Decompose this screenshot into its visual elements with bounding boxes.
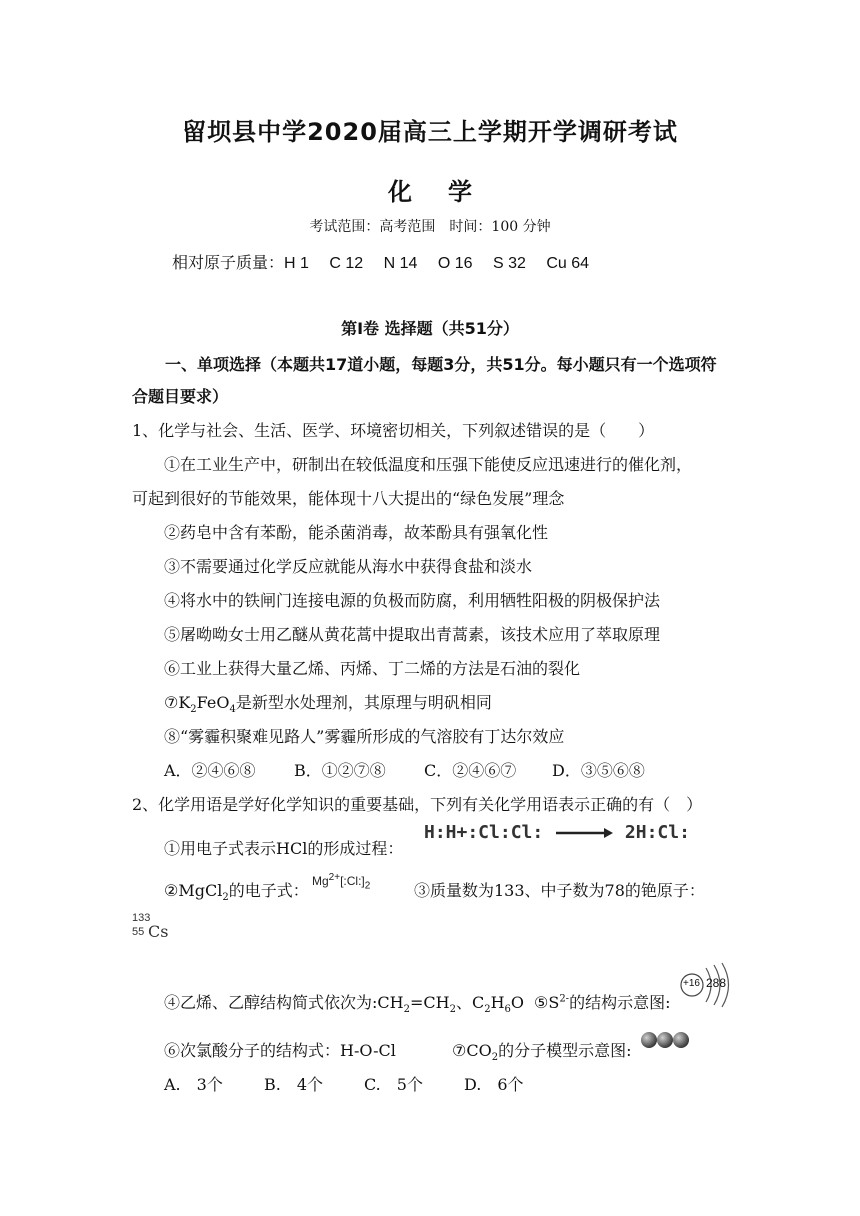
q2-option-c[interactable]: C. 5个 (364, 1075, 423, 1094)
q1-item-4: ④将水中的铁闸门连接电源的负极而防腐，利用牺牲阳极的阴极保护法 (164, 591, 661, 610)
mgcl2-electron-formula (312, 872, 370, 891)
cs-atomic-number: 55 (132, 926, 145, 938)
q2-item-5-sup: 2- (559, 993, 570, 1005)
q2-item-4-s2: 2 (449, 1004, 456, 1016)
section-title: 第Ⅰ卷 选择题（共51分） (341, 319, 519, 338)
cs-symbol: Cs (148, 922, 169, 941)
q2-option-a[interactable]: A. 3个 (164, 1075, 223, 1094)
hcl-formula-right: 2H:Cl: (624, 822, 690, 843)
q1-item-7-k: ⑦K (164, 693, 191, 712)
q2-item-4-e: O (510, 993, 525, 1012)
q2-item-4-b: =CH (409, 993, 450, 1012)
q1-item-1a: ①在工业生产中，研制出在较低温度和压强下能使反应迅速进行的催化剂， (164, 455, 693, 474)
q2-item-1-text: ①用电子式表示HCl的形成过程： (164, 839, 404, 858)
q1-item-7 (164, 690, 492, 715)
q2-option-b[interactable]: B. 4个 (264, 1075, 324, 1094)
q2-item-1 (164, 836, 403, 859)
q1-option-c[interactable]: C．②④⑥⑦ (424, 761, 517, 780)
q1-item-1b: 可起到很好的节能效果，能体现十八大提出的“绿色发展”理念 (132, 489, 565, 508)
s-nucleus-charge: +16 (683, 978, 700, 989)
q2-item-2 (164, 878, 309, 903)
q2-item-7-text: 的分子模型示意图: (498, 1041, 632, 1060)
q2-item-4-d: H (490, 993, 505, 1012)
q2-item-4-s4: 6 (504, 1004, 511, 1016)
q2-item-7-co: ⑦CO (452, 1041, 492, 1060)
part-heading-line1: 一、单项选择（本题共17道小题，每题3分，共51分。每小题只有一个选项符 (165, 355, 717, 374)
q1-option-a[interactable]: A．②④⑥⑧ (164, 761, 256, 780)
q2-item-3: ③质量数为133、中子数为78的铯原子： (414, 881, 705, 900)
q2-item-2-sub: 2 (222, 892, 229, 904)
q1-option-b[interactable]: B．①②⑦⑧ (294, 761, 386, 780)
q2-item-5 (534, 990, 670, 1013)
co2-model-icon (640, 1030, 690, 1050)
q2-item-2-mgcl: ②MgCl (164, 881, 223, 900)
q1-item-7-text: 是新型水处理剂，其原理与明矾相同 (235, 693, 492, 712)
hcl-formation-formula (424, 822, 690, 843)
q1-item-8: ⑧“雾霾积聚难见路人”雾霾所形成的气溶胶有丁达尔效应 (164, 727, 565, 746)
q1-option-d[interactable]: D．③⑤⑥⑧ (552, 761, 645, 780)
q2-item-4-s1: 2 (403, 1004, 410, 1016)
q2-item-2-text: 的电子式： (228, 881, 309, 900)
q2-item-4 (164, 990, 524, 1015)
exam-range: 考试范围：高考范围 时间：100 分钟 (309, 219, 551, 235)
arrow-icon (554, 826, 614, 840)
q2-item-7-sub: 2 (491, 1052, 499, 1064)
q1-item-7-feo: FeO (196, 693, 230, 712)
q1-item-3: ③不需要通过化学反应就能从海水中获得食盐和淡水 (164, 557, 533, 576)
atomic-label: 相对原子质量： (172, 253, 285, 272)
q1-item-7-sub1: 2 (190, 704, 197, 716)
mg-symbol: Mg (312, 874, 329, 888)
cs-mass-number: 133 (132, 912, 151, 924)
q1-options (164, 758, 704, 780)
q2-item-4-s3: 2 (484, 1004, 491, 1016)
question-1-stem: 1、化学与社会、生活、医学、环境密切相关，下列叙述错误的是（ ） (132, 421, 655, 440)
atomic-values: H 1 C 12 N 14 O 16 S 32 Cu 64 (284, 255, 590, 272)
q2-options (164, 1072, 584, 1094)
q1-item-2: ②药皂中含有苯酚，能杀菌消毒，故苯酚具有强氧化性 (164, 523, 549, 542)
q1-item-6: ⑥工业上获得大量乙烯、丙烯、丁二烯的方法是石油的裂化 (164, 659, 581, 678)
q2-item-7 (452, 1038, 631, 1063)
q2-item-6: ⑥次氯酸分子的结构式：H-O-Cl (164, 1041, 396, 1060)
q2-option-d[interactable]: D. 6个 (464, 1075, 524, 1094)
s-shell-electrons: 288 (706, 976, 727, 990)
q2-item-5-s: ⑤S (534, 993, 560, 1012)
part-heading-line2: 合题目要求） (132, 387, 229, 406)
subject-title: 化学 (388, 178, 508, 206)
q1-item-7-sub2: 4 (229, 704, 236, 716)
q2-item-5-text: 的结构示意图: (569, 993, 671, 1012)
q2-item-4-c: 、C (455, 993, 485, 1012)
q2-item-4-a: ④乙烯、乙醇结构简式依次为:CH (164, 993, 404, 1012)
atomic-masses (172, 250, 589, 273)
q1-item-5: ⑤屠呦呦女士用乙醚从黄花蒿中提取出青蒿素，该技术应用了萃取原理 (164, 625, 661, 644)
hcl-formula-left: H:H+:Cl:Cl: (424, 822, 544, 843)
mg-charge: 2+ (328, 872, 341, 883)
cl-count: 2 (364, 880, 371, 892)
sulfide-ion-structure-diagram (676, 962, 736, 1008)
cl-bracket: [:Cl:] (340, 874, 365, 888)
exam-title: 留坝县中学2020届高三上学期开学调研考试 (182, 118, 678, 146)
cs-nuclide-symbol (130, 912, 170, 942)
question-2-stem: 2、化学用语是学好化学知识的重要基础，下列有关化学用语表示正确的有（ ） (132, 795, 703, 814)
